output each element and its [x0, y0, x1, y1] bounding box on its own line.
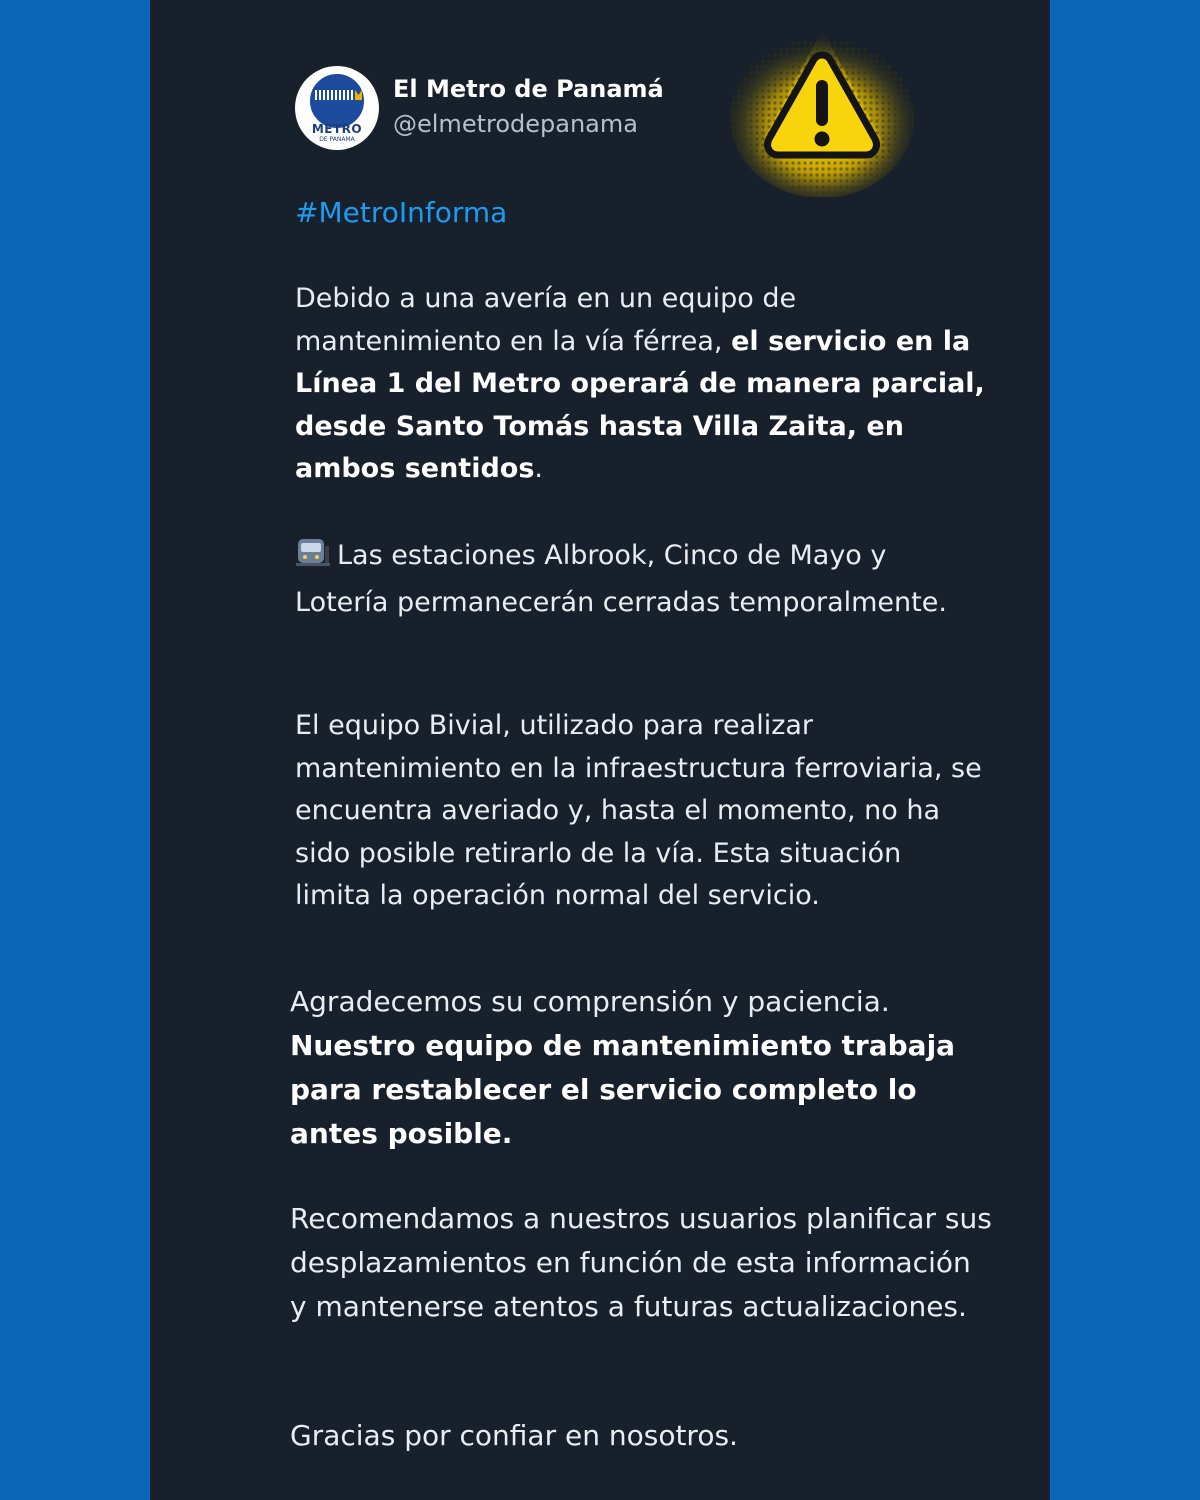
account-name[interactable]: El Metro de Panamá: [393, 75, 664, 103]
warning-emoji-graphic: [730, 22, 915, 197]
post-header: [295, 66, 715, 150]
paragraph-4-bold-text: Nuestro equipo de mantenimiento trabaja para restablecer el servicio completo lo antes posible.: [290, 1029, 956, 1150]
post-panel: [150, 0, 1050, 1500]
avatar[interactable]: [295, 66, 379, 150]
paragraph-1-bold-text: el servicio en la Línea 1 del Metro operará de manera parcial, desde Santo Tomás hasta Villa Zaita, en ambos sentidos: [295, 325, 985, 484]
avatar-logo-subtext: DE PANAMA: [319, 136, 355, 143]
paragraph-1-text: Debido a una avería en un equipo de mantenimiento en la vía férrea,: [295, 283, 797, 357]
post-paragraph-4: [290, 980, 995, 1156]
post-paragraph-2: [295, 535, 985, 624]
post-paragraph-6: Gracias por confiar en nosotros.: [290, 1419, 738, 1452]
account-handle[interactable]: @elmetrodepanama: [393, 110, 638, 138]
hashtag-link[interactable]: #MetroInforma: [295, 196, 508, 229]
train-icon: [295, 536, 331, 582]
paragraph-2-text: Las estaciones Albrook, Cinco de Mayo y Lotería permanecerán cerradas temporalmente.: [295, 540, 947, 618]
post-paragraph-5: Recomendamos a nuestros usuarios planificar sus desplazamientos en función de esta información y mantenerse atentos a futuras actualizaciones.: [290, 1202, 992, 1323]
paragraph-1-end: .: [534, 453, 544, 484]
post-paragraph-1: [295, 278, 985, 491]
warning-icon: [730, 22, 915, 197]
post-paragraph-3: El equipo Bivial, utilizado para realizar mantenimiento en la infraestructura ferroviaria, se encuentra averiado y, hasta el momento, no ha sido posible retirarlo de la vía. Esta situación limita la operación normal del servicio.: [295, 710, 982, 911]
avatar-logo-text: METRO: [311, 122, 363, 136]
paragraph-4-text: Agradecemos su comprensión y paciencia.: [290, 985, 890, 1018]
train-emoji-graphic: [295, 536, 331, 568]
